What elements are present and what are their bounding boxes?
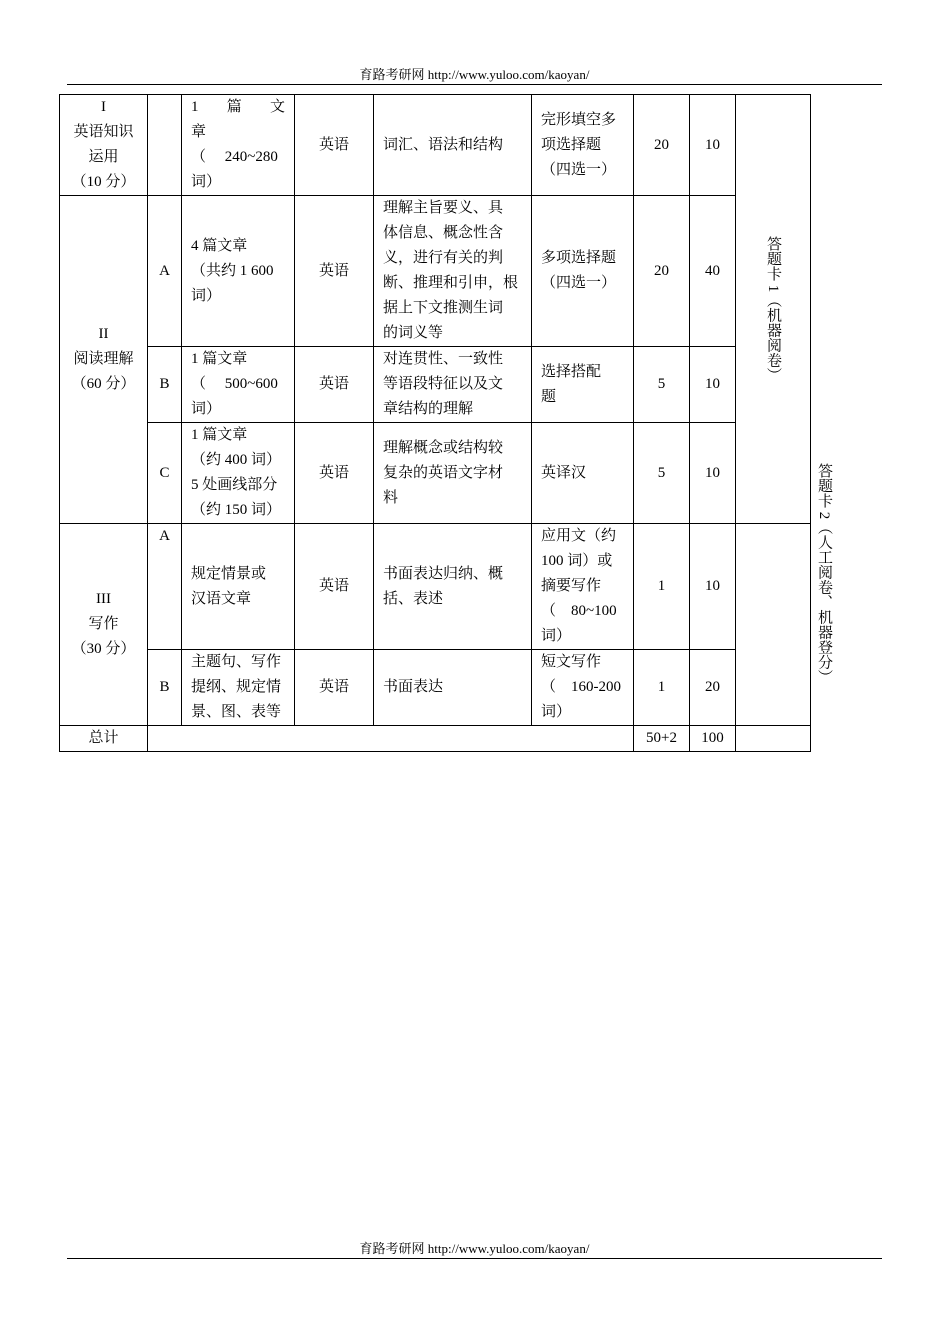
skills [374, 423, 532, 524]
section-name-line: III [96, 591, 111, 607]
item-count: 5 [634, 347, 690, 423]
section-name-line: （30 分） [71, 641, 136, 657]
question-type [532, 95, 634, 196]
skills [374, 347, 532, 423]
section-name-line: 阅读理解 [73, 351, 134, 367]
question-type-line: 英译汉 [541, 464, 587, 481]
section-name-line: 英语知识 [73, 124, 134, 140]
input-material-line: 1 篇 文 章 [191, 99, 301, 140]
question-type-line: 题 [541, 388, 557, 405]
part-label: C [148, 423, 182, 524]
question-type [532, 196, 634, 347]
input-material-line: 景、图、表等 [191, 704, 282, 720]
skills-line: 复杂的英语文字材 [383, 464, 504, 481]
section-name [60, 524, 148, 726]
skills [374, 95, 532, 196]
skills [374, 524, 532, 650]
skills-line: 体信息、概念性含 [383, 225, 504, 241]
table-row [60, 196, 811, 347]
question-type-line: 项选择题 [541, 136, 602, 153]
skills-line: 词汇、语法和结构 [383, 136, 504, 153]
part-label [148, 95, 182, 196]
input-material-line: 4 篇文章 [191, 237, 248, 254]
skills-line: 义，进行有关的判 [383, 250, 504, 266]
question-type-line: （ 160-200 [541, 679, 621, 695]
total-label: 总计 [60, 726, 148, 752]
question-type [532, 423, 634, 524]
total-items: 50+2 [634, 726, 690, 752]
skills-line: 料 [383, 489, 399, 506]
page-header: 育路考研网 http://www.yuloo.com/kaoyan/ [67, 67, 882, 85]
score: 20 [690, 650, 736, 726]
input-material-line: 提纲、规定情 [191, 679, 282, 695]
input-material [182, 524, 295, 650]
input-material-line: 词） [191, 287, 222, 304]
section-name-line: II [98, 326, 109, 342]
question-type-line: 应用文（约 [541, 528, 617, 544]
section-name [60, 95, 148, 196]
skills-line: 对连贯性、一致性 [383, 351, 504, 367]
input-material-line: （共约 1 600 [191, 262, 274, 279]
input-material-line: 主题句、写作 [191, 654, 282, 670]
table-row [60, 423, 811, 524]
total-row [60, 726, 811, 752]
input-material-line: （ 500~600 [191, 376, 278, 392]
skills-line: 理解概念或结构较 [383, 439, 504, 456]
answer-sheet-label: 答题卡 2（人工阅卷、机器登分） [816, 463, 832, 685]
input-material-line: 1 篇文章 [191, 427, 248, 443]
exam-structure-table [59, 94, 832, 752]
item-count: 1 [634, 524, 690, 650]
score: 10 [690, 95, 736, 196]
score: 10 [690, 423, 736, 524]
table-row [60, 347, 811, 423]
question-type-line: 词） [541, 704, 572, 720]
language: 英语 [295, 95, 374, 196]
page-footer: 育路考研网 http://www.yuloo.com/kaoyan/ [67, 1240, 882, 1259]
skills-line: 断、推理和引申，根 [383, 275, 519, 291]
input-material-line: （约 400 词） [191, 452, 282, 468]
question-type [532, 347, 634, 423]
input-material-line: 5 处画线部分 [191, 477, 278, 493]
question-type-line: 完形填空多 [541, 111, 617, 128]
input-material [182, 196, 295, 347]
section-name-line: 写作 [88, 616, 119, 632]
part-label: B [148, 347, 182, 423]
question-type-line: （四选一） [541, 275, 617, 291]
section-name-line: （60 分） [71, 376, 136, 392]
question-type [532, 524, 634, 650]
score: 10 [690, 347, 736, 423]
language: 英语 [295, 524, 374, 650]
skills-line: 等语段特征以及文 [383, 376, 504, 392]
question-type [532, 650, 634, 726]
section-name [60, 196, 148, 524]
score: 40 [690, 196, 736, 347]
skills [374, 196, 532, 347]
item-count: 20 [634, 196, 690, 347]
skills-line: 章结构的理解 [383, 401, 474, 417]
skills-line: 书面表达 [383, 679, 444, 695]
answer-sheet-label: 答题卡 1（机器阅卷） [765, 235, 781, 383]
table-row [60, 524, 811, 650]
question-type-line: 100 词）或 [541, 553, 613, 569]
question-type-line: 短文写作 [541, 654, 602, 670]
question-type-line: （四选一） [541, 161, 617, 178]
input-material [182, 347, 295, 423]
input-material-line: 词） [191, 174, 222, 190]
skills-line: 括、表述 [383, 590, 444, 607]
part-label: A [148, 196, 182, 347]
question-type-line: （ 80~100 [541, 603, 617, 619]
input-material-line: （约 150 词） [191, 502, 282, 518]
skills-line: 的词义等 [383, 325, 444, 341]
question-type-line: 选择搭配 [541, 363, 602, 380]
input-material-line: 汉语文章 [191, 590, 252, 607]
total-sheet-blank [736, 726, 811, 752]
item-count: 20 [634, 95, 690, 196]
score: 10 [690, 524, 736, 650]
input-material-line: 词） [191, 401, 222, 417]
section-name-line: （10 分） [71, 174, 136, 190]
language: 英语 [295, 650, 374, 726]
part-label: A [148, 524, 182, 650]
item-count: 5 [634, 423, 690, 524]
language: 英语 [295, 196, 374, 347]
question-type-line: 多项选择题 [541, 250, 617, 266]
table-row [60, 95, 811, 196]
skills [374, 650, 532, 726]
skills-line: 据上下文推测生词 [383, 300, 504, 316]
answer-sheet-cell [736, 95, 811, 524]
input-material [182, 95, 301, 196]
input-material-line: （ 240~280 [191, 149, 278, 165]
table-row [60, 650, 811, 726]
language: 英语 [295, 347, 374, 423]
question-type-line: 词） [541, 628, 572, 644]
section-name-line: 运用 [88, 149, 119, 165]
item-count: 1 [634, 650, 690, 726]
section-name-line: I [101, 99, 106, 115]
input-material [182, 650, 295, 726]
part-label: B [148, 650, 182, 726]
total-score: 100 [690, 726, 736, 752]
input-material-line: 1 篇文章 [191, 351, 248, 367]
language: 英语 [295, 423, 374, 524]
input-material-line: 规定情景或 [191, 565, 267, 582]
skills-line: 书面表达归纳、概 [383, 565, 504, 582]
input-material [182, 423, 295, 524]
skills-line: 理解主旨要义、具 [383, 200, 504, 216]
total-blank [148, 726, 634, 752]
question-type-line: 摘要写作 [541, 578, 602, 594]
